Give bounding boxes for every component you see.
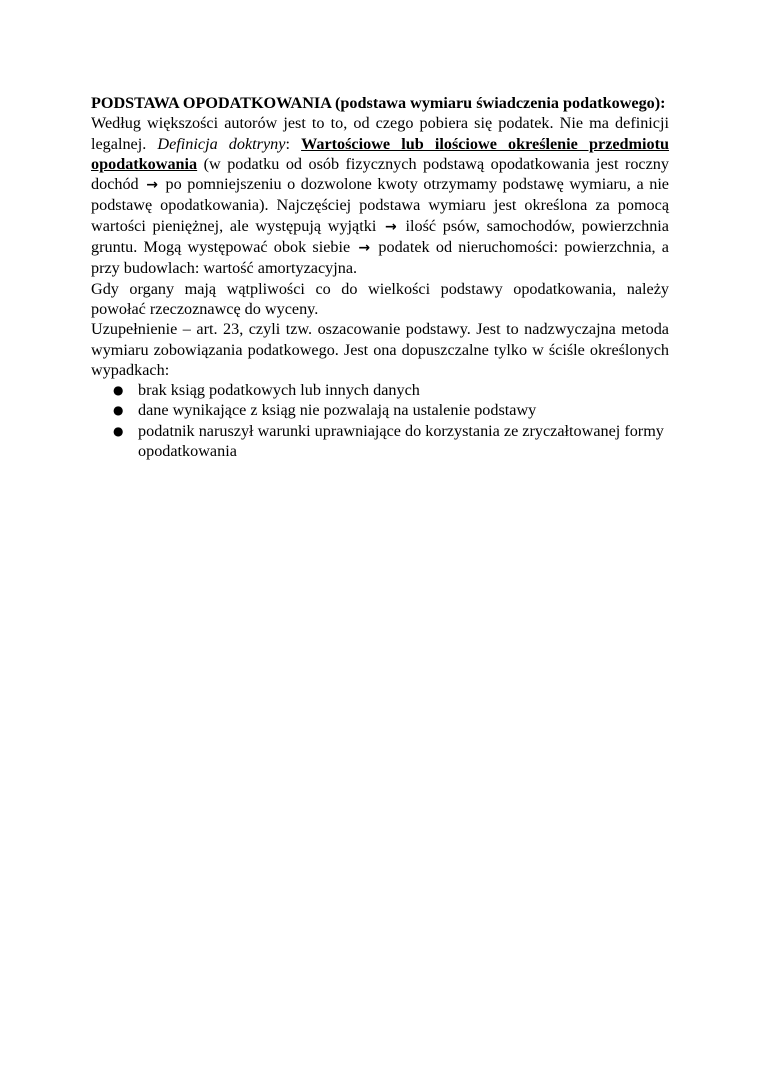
doctrine-definition-label: Definicja doktryny	[157, 134, 286, 153]
arrow-right-icon: →	[146, 177, 158, 194]
bullet-dot-icon: ●	[113, 403, 124, 418]
paragraph-valuation: Gdy organy mają wątpliwości co do wielkości podstawy opodatkowania, należy powołać rzeczoznawcę do wyceny.	[91, 279, 669, 318]
bullet-dot-icon: ●	[113, 383, 124, 398]
paragraph-definition-text-5: ilość psów, samochodów, powierzchnia gruntu. Mogą występować obok siebie	[91, 216, 669, 257]
list-item-text: brak ksiąg podatkowych lub innych danych	[138, 381, 420, 400]
arrow-right-icon: →	[358, 240, 371, 257]
paragraph-estimation: Uzupełnienie – art. 23, czyli tzw. oszacowanie podstawy. Jest to nadzwyczajna metoda wymiaru zobowiązania podatkowego. Jest ona dopuszczalne tylko w ściśle określonych wypadkach:	[91, 320, 669, 379]
paragraph-definition-text-4: po pomniejszeniu o dozwolone kwoty otrzymamy podstawę wymiaru, a nie podstawę opodatkowania). Najczęściej podstawa wymiaru jest określona za pomocą wartości pieniężnej, ale występują wyjątki	[91, 175, 669, 235]
paragraph-definition-text-3: (w podatku od osób fizycznych podstawą opodatkowania jest roczny dochód	[91, 154, 669, 194]
paragraph-definition	[91, 113, 669, 278]
paragraph-definition-text-6: podatek od nieruchomości: powierzchnia, a przy budowlach: wartość amortyzacyjna.	[91, 238, 669, 278]
bullet-dot-icon: ●	[113, 423, 124, 438]
list-item	[91, 400, 669, 420]
paragraph-definition-text-2: :	[285, 134, 302, 153]
list-item	[91, 380, 669, 400]
paragraph-definition-text-1: Według większości autorów jest to to, od czego pobiera się podatek. Nie ma definicji legalnej.	[91, 114, 669, 153]
list-item-text: dane wynikające z ksiąg nie pozwalają na ustalenie podstawy	[138, 401, 537, 420]
arrow-right-icon: →	[385, 218, 397, 235]
list-item-text: podatnik naruszył warunki uprawniające do korzystania ze zryczałtowanej formy opodatkowania	[138, 421, 664, 461]
document-page	[91, 93, 669, 461]
bullet-list	[91, 380, 669, 461]
doctrine-definition-term: Wartościowe lub ilościowe określenie przedmiotu opodatkowania	[91, 134, 670, 173]
section-heading: PODSTAWA OPODATKOWANIA (podstawa wymiaru świadczenia podatkowego):	[91, 94, 666, 112]
list-item	[91, 421, 669, 462]
